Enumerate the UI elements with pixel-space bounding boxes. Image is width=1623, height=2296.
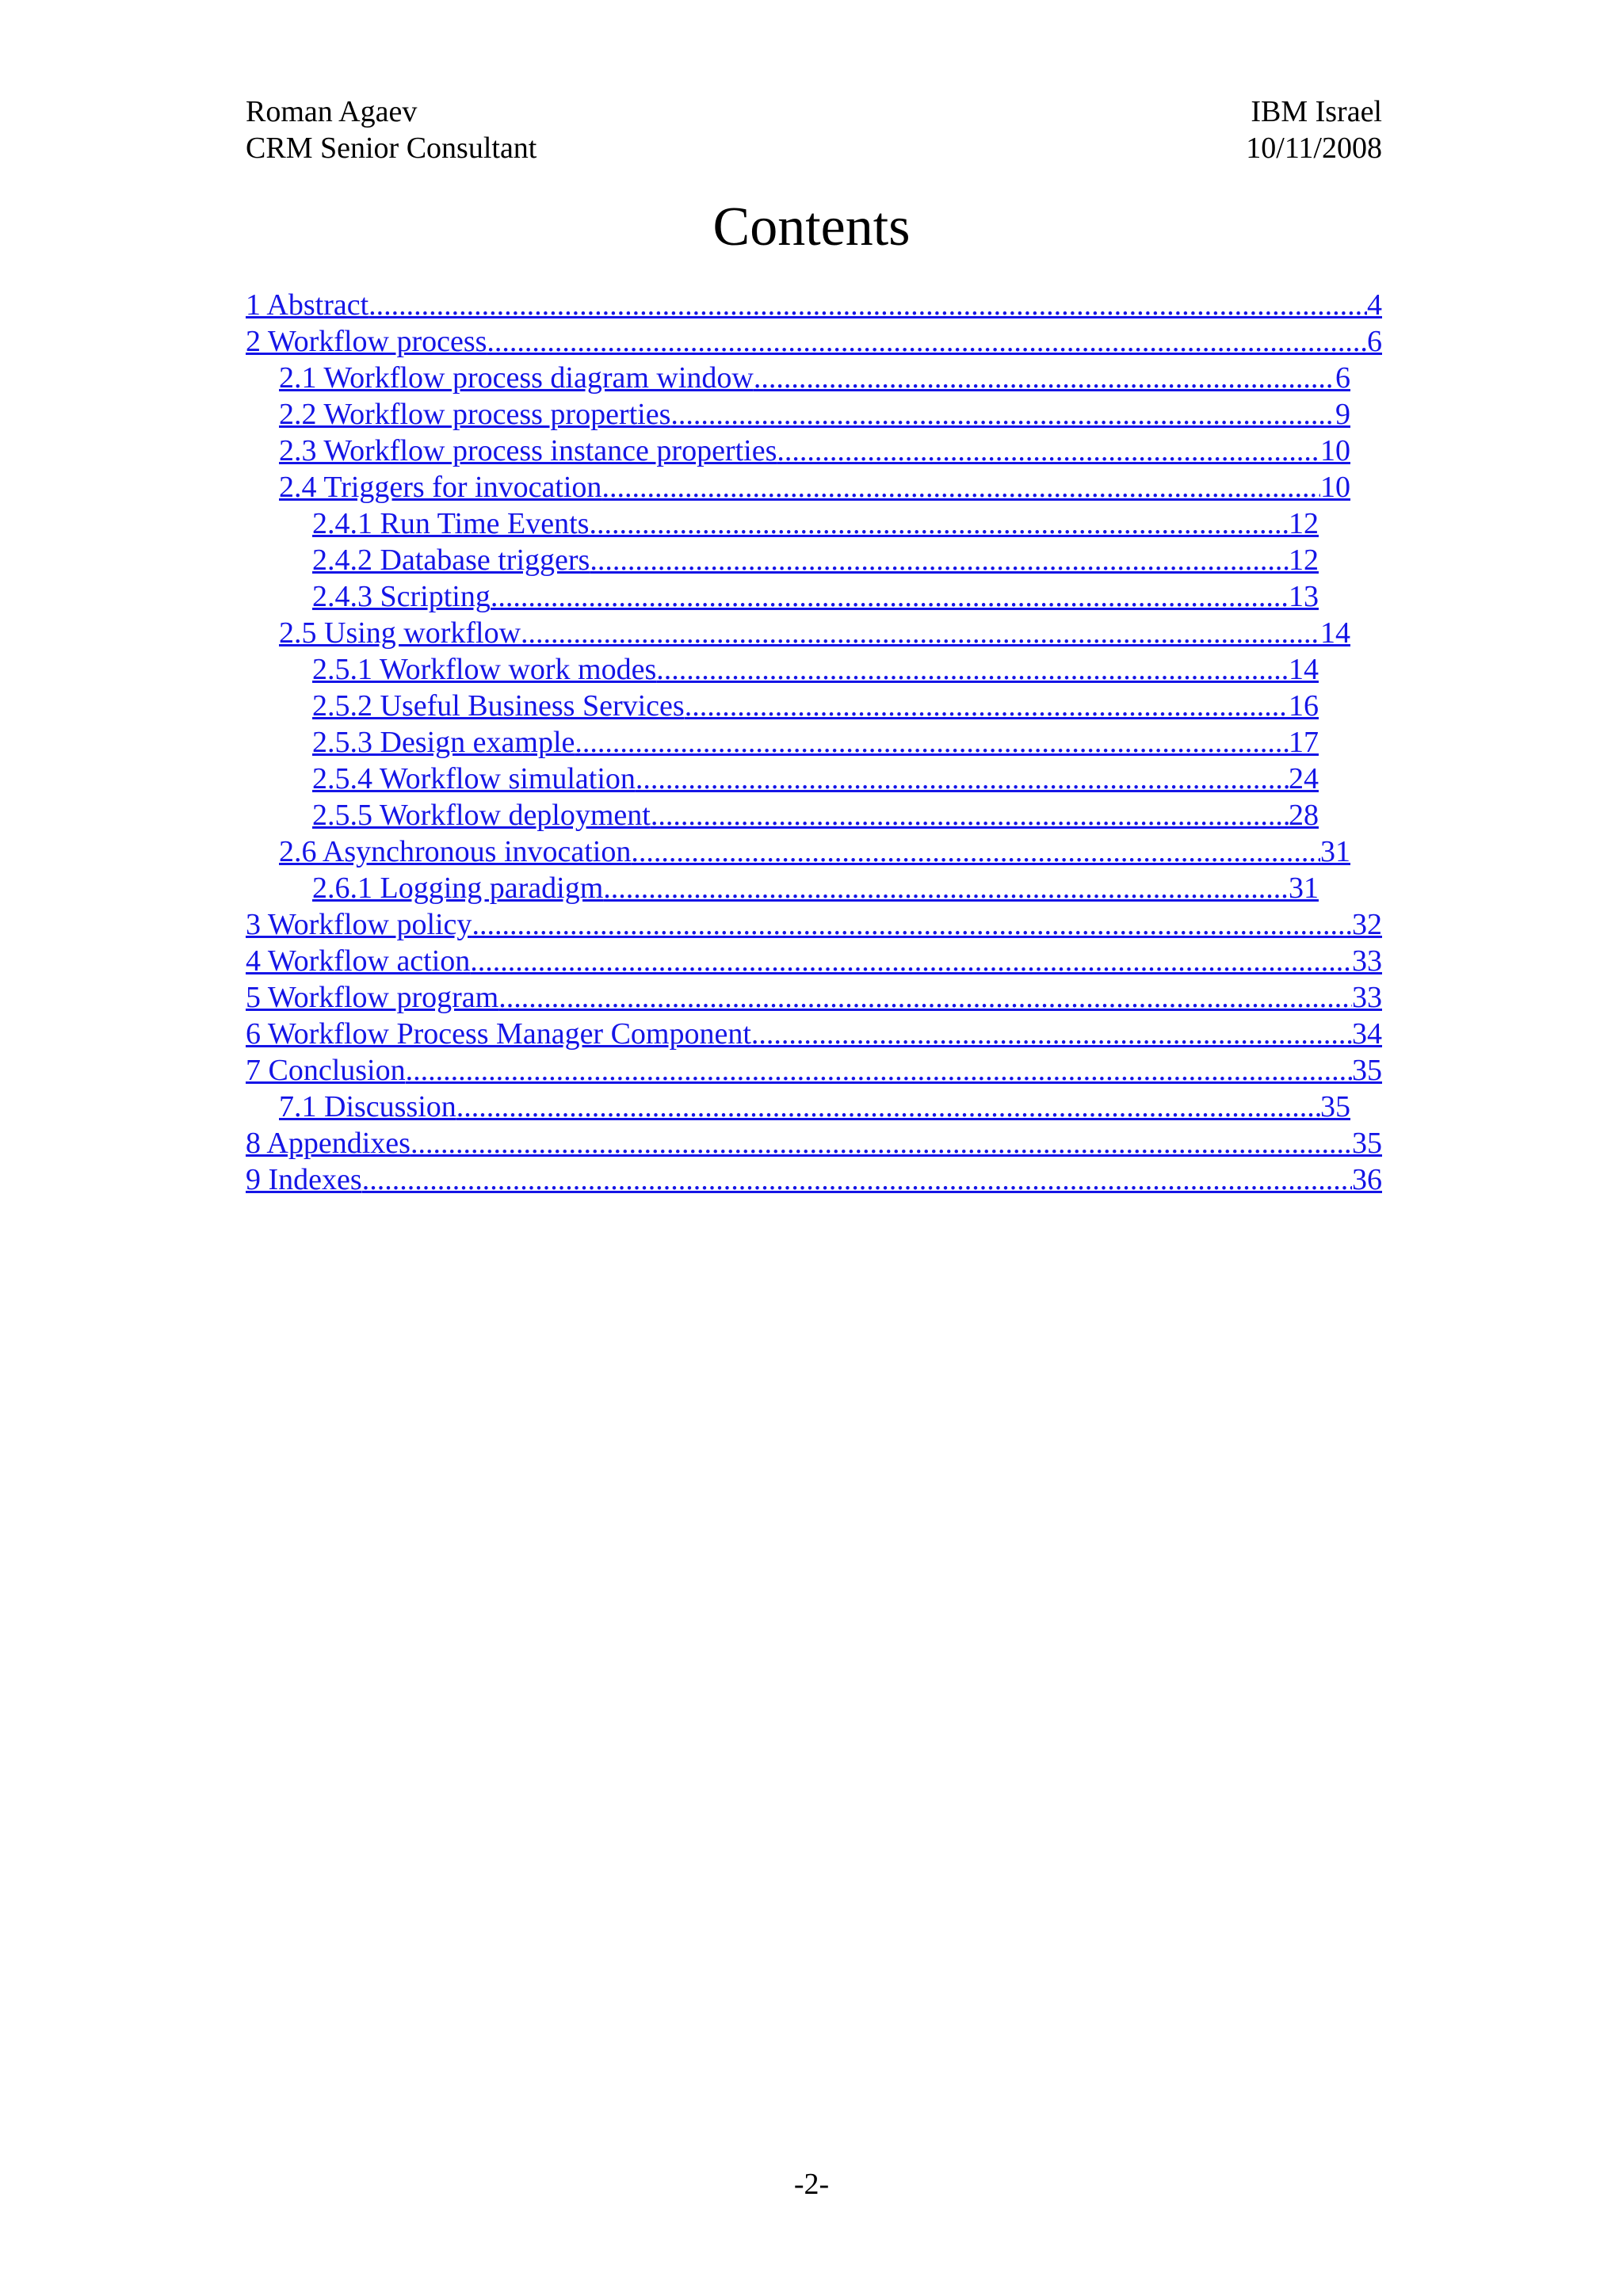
toc-entry-label: 3 Workflow policy bbox=[246, 908, 472, 941]
toc-dot-leader bbox=[575, 724, 1289, 761]
toc-entry[interactable] bbox=[246, 688, 1382, 724]
header-row-2 bbox=[246, 130, 1382, 166]
toc-dot-leader bbox=[487, 323, 1367, 360]
toc-dot-leader bbox=[491, 578, 1289, 615]
toc-entry-label: 2.5.1 Workflow work modes bbox=[312, 653, 657, 686]
toc-entry-page: 31 bbox=[1320, 835, 1350, 868]
toc-entry-page: 34 bbox=[1352, 1017, 1382, 1051]
toc-entry-page: 14 bbox=[1289, 653, 1319, 686]
toc-entry[interactable] bbox=[246, 615, 1382, 651]
toc-entry[interactable] bbox=[246, 1016, 1382, 1052]
author-name: Roman Agaev bbox=[246, 95, 418, 128]
toc-entry-label: 2.5.5 Workflow deployment bbox=[312, 799, 651, 832]
toc-entry[interactable] bbox=[246, 1052, 1382, 1089]
page-title: Contents bbox=[712, 196, 911, 257]
toc-entry[interactable] bbox=[246, 469, 1382, 505]
toc-entry-page: 14 bbox=[1320, 616, 1350, 650]
toc-entry-page: 13 bbox=[1289, 580, 1319, 613]
toc-entry-page: 35 bbox=[1352, 1054, 1382, 1087]
toc-entry-page: 31 bbox=[1289, 871, 1319, 905]
toc-entry[interactable] bbox=[246, 505, 1382, 542]
toc-entry[interactable] bbox=[246, 1125, 1382, 1161]
toc-dot-leader bbox=[601, 469, 1320, 505]
toc-entry-label: 2.5.3 Design example bbox=[312, 726, 575, 759]
toc-entry-label: 2.3 Workflow process instance properties bbox=[279, 434, 777, 467]
toc-entry-page: 12 bbox=[1289, 543, 1319, 577]
toc-entry-page: 10 bbox=[1320, 471, 1350, 504]
toc-entry-label: 2.6.1 Logging paradigm bbox=[312, 871, 604, 905]
toc-dot-leader bbox=[751, 1016, 1352, 1052]
toc-entry-label: 9 Indexes bbox=[246, 1163, 362, 1196]
toc-entry-label: 5 Workflow program bbox=[246, 981, 499, 1014]
toc-dot-leader bbox=[670, 396, 1335, 433]
page-number: -2- bbox=[793, 2168, 830, 2201]
toc-entry-page: 33 bbox=[1352, 981, 1382, 1014]
toc-dot-leader bbox=[472, 906, 1352, 943]
toc-entry-label: 6 Workflow Process Manager Component bbox=[246, 1017, 751, 1051]
toc-dot-leader bbox=[603, 870, 1289, 906]
toc-dot-leader bbox=[777, 433, 1320, 469]
toc-entry[interactable] bbox=[246, 943, 1382, 979]
toc-entry[interactable] bbox=[246, 833, 1382, 870]
toc-dot-leader bbox=[754, 360, 1335, 396]
toc-entry[interactable] bbox=[246, 578, 1382, 615]
toc-dot-leader bbox=[631, 833, 1320, 870]
toc-entry-page: 24 bbox=[1289, 762, 1319, 795]
toc-entry-label: 7.1 Discussion bbox=[279, 1090, 456, 1123]
toc-entry[interactable] bbox=[246, 323, 1382, 360]
toc-entry-page: 12 bbox=[1289, 507, 1319, 540]
toc-entry-page: 35 bbox=[1352, 1127, 1382, 1160]
toc-entry-label: 7 Conclusion bbox=[246, 1054, 406, 1087]
page-header bbox=[246, 93, 1382, 166]
toc-dot-leader bbox=[362, 1161, 1352, 1198]
toc-entry[interactable] bbox=[246, 396, 1382, 433]
toc-dot-leader bbox=[589, 505, 1289, 542]
author-role: CRM Senior Consultant bbox=[246, 132, 537, 165]
toc-entry[interactable] bbox=[246, 906, 1382, 943]
toc-entry-page: 4 bbox=[1367, 288, 1382, 322]
toc-entry-label: 2.5 Using workflow bbox=[279, 616, 521, 650]
toc-entry[interactable] bbox=[246, 360, 1382, 396]
toc-entry-page: 33 bbox=[1352, 944, 1382, 978]
toc-entry[interactable] bbox=[246, 870, 1382, 906]
toc-dot-leader bbox=[406, 1052, 1352, 1089]
table-of-contents bbox=[246, 287, 1382, 1198]
toc-entry-label: 2.6 Asynchronous invocation bbox=[279, 835, 632, 868]
toc-entry-label: 2.5.4 Workflow simulation bbox=[312, 762, 636, 795]
header-row-1 bbox=[246, 93, 1382, 130]
toc-entry-label: 2.4.2 Database triggers bbox=[312, 543, 590, 577]
document-date: 10/11/2008 bbox=[1246, 132, 1382, 165]
toc-dot-leader bbox=[521, 615, 1320, 651]
toc-entry-page: 32 bbox=[1352, 908, 1382, 941]
toc-dot-leader bbox=[651, 797, 1289, 833]
toc-entry-label: 1 Abstract bbox=[246, 288, 369, 322]
toc-entry-label: 2.1 Workflow process diagram window bbox=[279, 361, 754, 395]
toc-dot-leader bbox=[411, 1125, 1352, 1161]
toc-dot-leader bbox=[590, 542, 1289, 578]
toc-entry-label: 2.2 Workflow process properties bbox=[279, 398, 671, 431]
toc-entry[interactable] bbox=[246, 797, 1382, 833]
toc-entry-page: 17 bbox=[1289, 726, 1319, 759]
toc-entry-label: 2.4.1 Run Time Events bbox=[312, 507, 590, 540]
toc-entry[interactable] bbox=[246, 761, 1382, 797]
toc-entry[interactable] bbox=[246, 542, 1382, 578]
toc-entry-page: 10 bbox=[1320, 434, 1350, 467]
toc-entry-page: 35 bbox=[1320, 1090, 1350, 1123]
toc-entry-label: 2.4 Triggers for invocation bbox=[279, 471, 602, 504]
toc-entry-label: 4 Workflow action bbox=[246, 944, 471, 978]
toc-dot-leader bbox=[369, 287, 1367, 323]
company-name: IBM Israel bbox=[1251, 95, 1382, 128]
toc-entry-page: 6 bbox=[1367, 325, 1382, 358]
toc-entry-page: 6 bbox=[1335, 361, 1350, 395]
toc-dot-leader bbox=[636, 761, 1289, 797]
toc-entry[interactable] bbox=[246, 1089, 1382, 1125]
toc-entry-label: 2.4.3 Scripting bbox=[312, 580, 491, 613]
toc-entry[interactable] bbox=[246, 651, 1382, 688]
toc-dot-leader bbox=[470, 943, 1352, 979]
toc-entry-label: 2.5.2 Useful Business Services bbox=[312, 689, 685, 723]
toc-entry[interactable] bbox=[246, 724, 1382, 761]
toc-dot-leader bbox=[656, 651, 1289, 688]
toc-entry-label: 2 Workflow process bbox=[246, 325, 487, 358]
toc-entry[interactable] bbox=[246, 433, 1382, 469]
toc-entry-page: 16 bbox=[1289, 689, 1319, 723]
toc-dot-leader bbox=[685, 688, 1289, 724]
toc-dot-leader bbox=[498, 979, 1352, 1016]
toc-entry-page: 9 bbox=[1335, 398, 1350, 431]
toc-entry-label: 8 Appendixes bbox=[246, 1127, 411, 1160]
toc-entry[interactable] bbox=[246, 287, 1382, 323]
toc-entry-page: 36 bbox=[1352, 1163, 1382, 1196]
toc-entry-page: 28 bbox=[1289, 799, 1319, 832]
toc-entry[interactable] bbox=[246, 1161, 1382, 1198]
toc-entry[interactable] bbox=[246, 979, 1382, 1016]
toc-dot-leader bbox=[456, 1089, 1320, 1125]
